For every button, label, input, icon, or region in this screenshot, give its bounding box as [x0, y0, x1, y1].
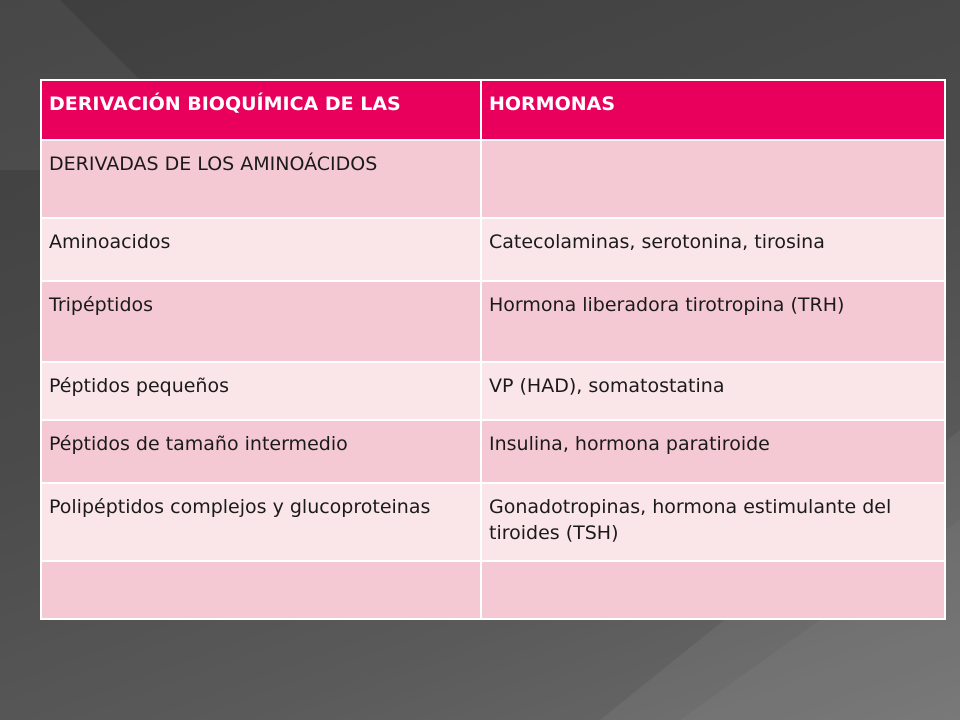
table-cell: Catecolaminas, serotonina, tirosina: [481, 218, 945, 281]
table-row: [41, 281, 945, 362]
table-cell: Péptidos pequeños: [41, 362, 481, 420]
table-cell: Péptidos de tamaño intermedio: [41, 420, 481, 483]
table-row: [41, 140, 945, 218]
header-cell-hormones: HORMONAS: [481, 80, 945, 140]
table-row: [41, 420, 945, 483]
table-cell: Tripéptidos: [41, 281, 481, 362]
table-header-row: [41, 80, 945, 140]
hormone-derivation-table: [40, 79, 944, 620]
table-row: [41, 483, 945, 561]
table-cell: [481, 140, 945, 218]
table-cell: Aminoacidos: [41, 218, 481, 281]
table-row: [41, 561, 945, 619]
table-cell: DERIVADAS DE LOS AMINOÁCIDOS: [41, 140, 481, 218]
table-row: [41, 362, 945, 420]
table-cell: [41, 561, 481, 619]
header-cell-derivation: DERIVACIÓN BIOQUÍMICA DE LAS: [41, 80, 481, 140]
table-cell: VP (HAD), somatostatina: [481, 362, 945, 420]
table-cell: Hormona liberadora tirotropina (TRH): [481, 281, 945, 362]
table-row: [41, 218, 945, 281]
table-cell: Polipéptidos complejos y glucoproteinas: [41, 483, 481, 561]
table-cell: Insulina, hormona paratiroide: [481, 420, 945, 483]
table-cell: [481, 561, 945, 619]
table-cell: Gonadotropinas, hormona estimulante del tiroides (TSH): [481, 483, 945, 561]
